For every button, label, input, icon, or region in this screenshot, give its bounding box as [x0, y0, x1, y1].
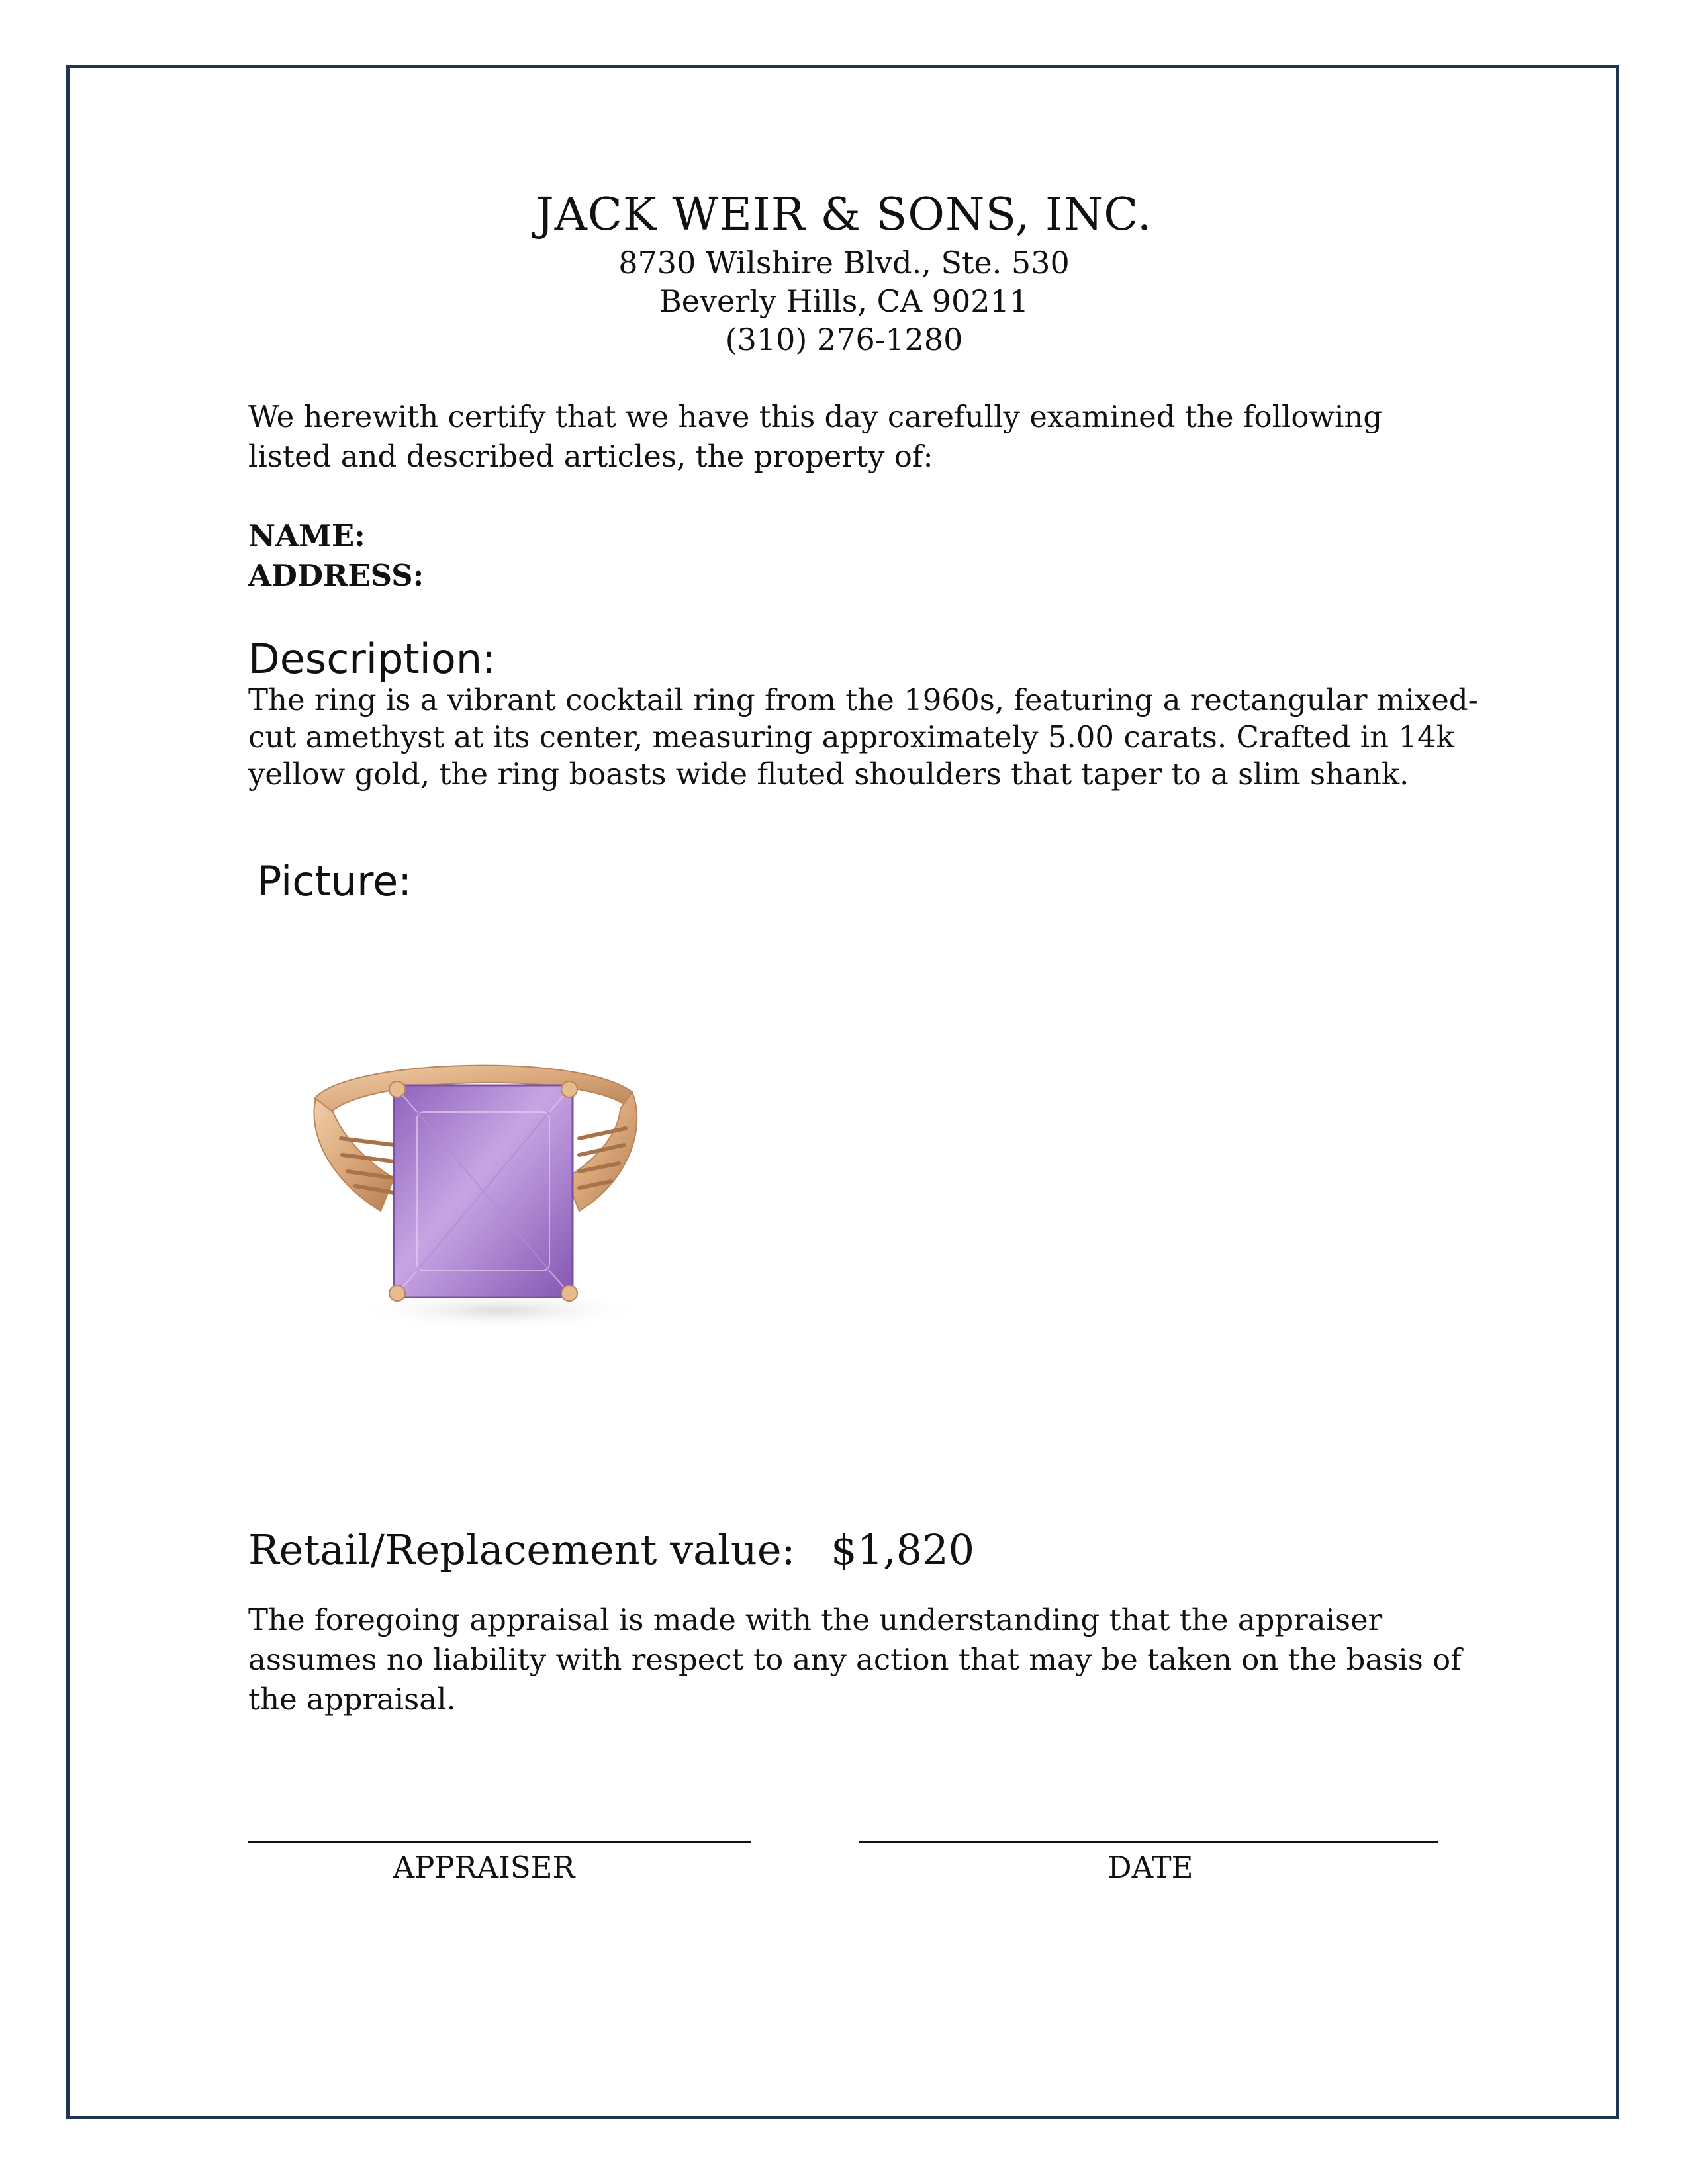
date-signature-line [859, 1841, 1438, 1843]
name-label: NAME: [248, 518, 365, 553]
prong [389, 1285, 405, 1301]
retail-value-label: Retail/Replacement value: [248, 1525, 796, 1574]
company-name: JACK WEIR & SONS, INC. [536, 189, 1152, 241]
owner-fields [248, 516, 424, 596]
prong [389, 1081, 405, 1097]
certification-statement: We herewith certify that we have this day carefully examined the following listed and described articles, the property of: [248, 399, 1383, 474]
disclaimer-text: The foregoing appraisal is made with the understanding that the appraiser assumes no liability with respect to any action that may be taken on the basis of the appraisal. [248, 1602, 1462, 1717]
description-text: The ring is a vibrant cocktail ring from the 1960s, featuring a rectangular mixed-cut amethyst at its center, measuring approximately 5.00 carats. Crafted in 14k yellow gold, the ring boasts wide fluted shoulders that taper to a slim shank. [248, 682, 1478, 792]
letterhead [0, 187, 1688, 359]
document-border [66, 65, 1619, 2119]
picture-heading: Picture: [257, 857, 412, 905]
date-label: DATE [1107, 1850, 1194, 1885]
prong [561, 1081, 577, 1097]
prong [561, 1285, 577, 1301]
company-address-line1: 8730 Wilshire Blvd., Ste. 530 [618, 245, 1070, 281]
company-address-line2: Beverly Hills, CA 90211 [659, 283, 1029, 319]
description-heading: Description: [248, 635, 496, 683]
address-label: ADDRESS: [248, 558, 424, 593]
company-phone: (310) 276-1280 [725, 322, 963, 357]
appraiser-signature-line [248, 1841, 751, 1843]
ring-photo [301, 1046, 672, 1337]
retail-value-amount: $1,820 [831, 1525, 975, 1574]
appraiser-label: APPRAISER [393, 1850, 575, 1885]
retail-value-line [248, 1524, 974, 1576]
